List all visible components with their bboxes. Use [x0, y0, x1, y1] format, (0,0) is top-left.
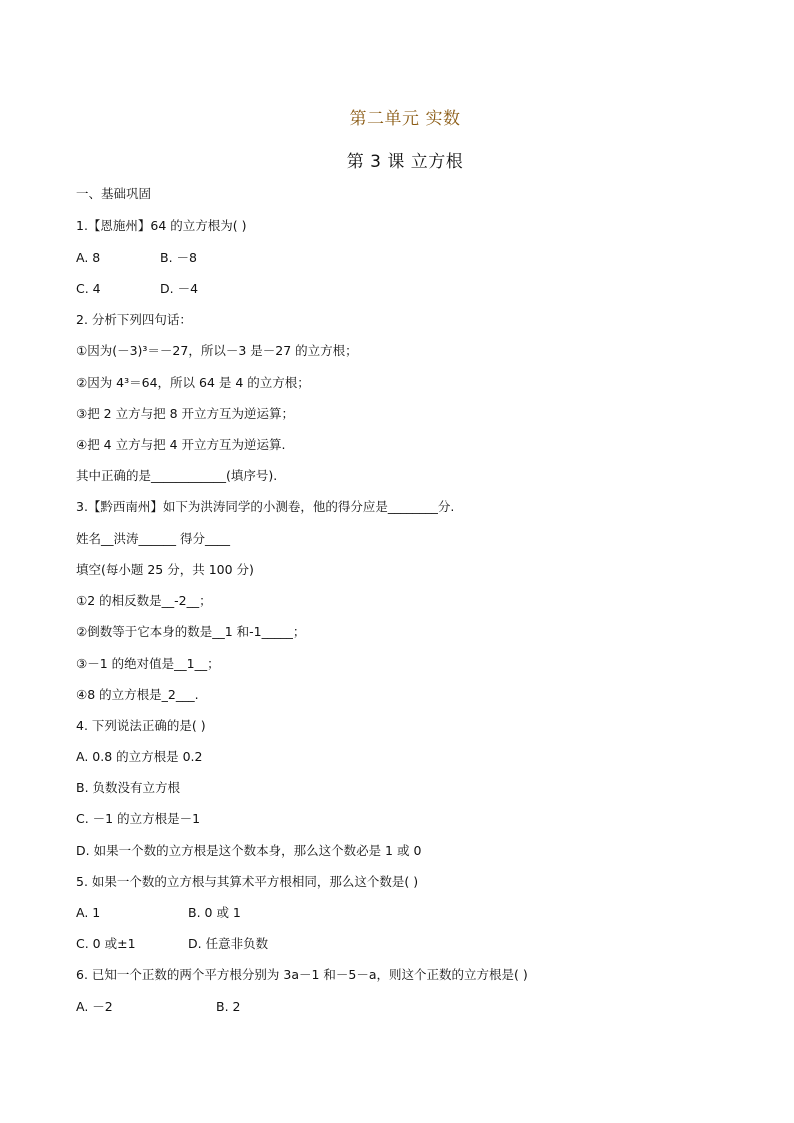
question-4-option-b: B. 负数没有立方根: [76, 780, 181, 795]
unit-title: 第二单元 实数: [349, 109, 461, 129]
question-6-option-b: B. 2: [216, 999, 241, 1014]
question-2-statement-3: ③把 2 立方与把 8 开立方互为逆运算；: [76, 406, 295, 421]
question-1-option-b: B. －8: [160, 250, 197, 265]
question-6-stem: 6. 已知一个正数的两个平方根分别为 3a－1 和－5－a，则这个正数的立方根是( ): [76, 967, 528, 982]
question-3-instruction: 填空(每小题 25 分，共 100 分): [76, 562, 254, 577]
question-1-option-a: A. 8: [76, 250, 101, 265]
question-5-stem: 5. 如果一个数的立方根与其算术平方根相同，那么这个数是( ): [76, 874, 419, 889]
question-3-fill-3: ③－1 的绝对值是__1__；: [76, 656, 220, 671]
question-4-option-c: C. －1 的立方根是－1: [76, 811, 201, 826]
question-2-answer-line: 其中正确的是____________(填序号).: [76, 468, 278, 483]
question-3-fill-4: ④8 的立方根是_2___.: [76, 687, 199, 702]
lesson-title: 第 3 课 立方根: [346, 152, 464, 172]
question-3-name-line: 姓名__洪涛______ 得分____: [76, 531, 230, 546]
question-5-option-b: B. 0 或 1: [188, 905, 241, 920]
question-4-stem: 4. 下列说法正确的是( ): [76, 718, 206, 733]
question-1-stem: 1.【恩施州】64 的立方根为( ): [76, 218, 247, 233]
question-4-option-d: D. 如果一个数的立方根是这个数本身，那么这个数必是 1 或 0: [76, 843, 422, 858]
question-3-fill-2: ②倒数等于它本身的数是__1 和-1_____；: [76, 624, 306, 639]
question-4-option-a: A. 0.8 的立方根是 0.2: [76, 749, 203, 764]
question-2-statement-2: ②因为 4³＝64，所以 64 是 4 的立方根；: [76, 375, 310, 390]
question-5-option-d: D. 任意非负数: [188, 936, 269, 951]
question-1-option-c: C. 4: [76, 281, 101, 296]
question-2-stem: 2. 分析下列四句话：: [76, 312, 192, 327]
question-1-option-d: D. －4: [160, 281, 199, 296]
question-6-option-a: A. －2: [76, 999, 113, 1014]
question-3-fill-1: ①2 的相反数是__-2__；: [76, 593, 212, 608]
question-3-stem: 3.【黔西南州】如下为洪涛同学的小测卷，他的得分应是________分.: [76, 499, 455, 514]
question-5-option-a: A. 1: [76, 905, 101, 920]
question-2-statement-1: ①因为(－3)³＝－27，所以－3 是－27 的立方根；: [76, 343, 358, 358]
question-2-statement-4: ④把 4 立方与把 4 开立方互为逆运算.: [76, 437, 286, 452]
section-heading: 一、基础巩固: [76, 186, 152, 201]
question-5-option-c: C. 0 或±1: [76, 936, 136, 951]
